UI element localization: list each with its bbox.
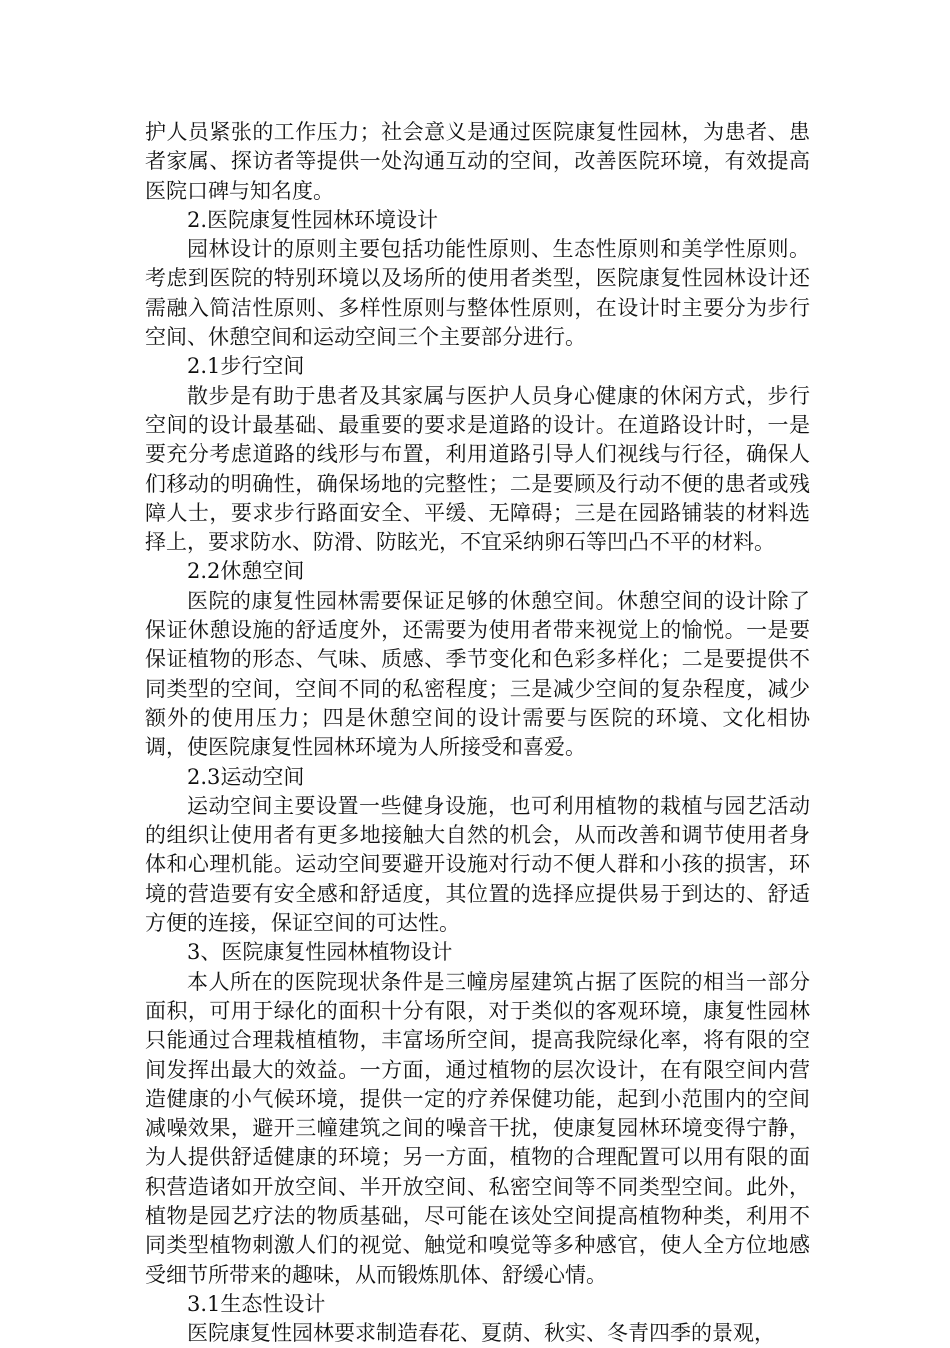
paragraph-exercise-space: 运动空间主要设置一些健身设施，也可利用植物的栽植与园艺活动的组织让使用者有更多地接触大自然的机会，从而改善和调节使用者身体和心理机能。运动空间要避开设施对行动不便人群和小孩的损害，环境的营造要有安全感和舒适度，其位置的选择应提供易于到达的、舒适方便的连接，保证空间的可达性。 [145,793,810,936]
section-heading-2: 2.医院康复性园林环境设计 [187,207,439,232]
document-page [145,118,810,1348]
section-heading-2-3: 2.3运动空间 [187,764,305,789]
paragraph-walking-space: 散步是有助于患者及其家属与医护人员身心健康的休闲方式，步行空间的设计最基础、最重要的要求是道路的设计。在道路设计时，一是要充分考虑道路的线形与布置，利用道路引导人们视线与行径，确保人们移动的明确性，确保场地的完整性；二是要顾及行动不便的患者或残障人士，要求步行路面安全、平缓、无障碍；三是在园路铺装的材料选择上，要求防水、防滑、防眩光，不宜采纳卵石等凹凸不平的材料。 [145,383,810,555]
section-heading-2-1: 2.1步行空间 [187,354,305,379]
section-heading-3: 3、医院康复性园林植物设计 [187,940,453,965]
paragraph-intro-continued: 护人员紧张的工作压力；社会意义是通过医院康复性园林，为患者、患者家属、探访者等提供一处沟通互动的空间，改善医院环境，有效提高医院口碑与知名度。 [145,120,810,203]
section-heading-2-2: 2.2休憩空间 [187,559,305,584]
paragraph-rest-space: 医院的康复性园林需要保证足够的休憩空间。休憩空间的设计除了保证休憩设施的舒适度外，还需要为使用者带来视觉上的愉悦。一是要保证植物的形态、气味、质感、季节变化和色彩多样化；二是要提供不同类型的空间，空间不同的私密程度；三是减少空间的复杂程度，减少额外的使用压力；四是休憩空间的设计需要与医院的环境、文化相协调，使医院康复性园林环境为人所接受和喜爱。 [145,588,810,760]
section-heading-3-1: 3.1生态性设计 [187,1291,326,1316]
paragraph-ecological-design: 医院康复性园林要求制造春花、夏荫、秋实、冬青四季的景观， [187,1321,775,1346]
paragraph-design-principles: 园林设计的原则主要包括功能性原则、生态性原则和美学性原则。考虑到医院的特别环境以及场所的使用者类型，医院康复性园林设计还需融入简洁性原则、多样性原则与整体性原则，在设计时主要分为步行空间、休憩空间和运动空间三个主要部分进行。 [145,237,810,350]
paragraph-plant-design: 本人所在的医院现状条件是三幢房屋建筑占据了医院的相当一部分面积，可用于绿化的面积十分有限，对于类似的客观环境，康复性园林只能通过合理栽植植物，丰富场所空间，提高我院绿化率，将有限的空间发挥出最大的效益。一方面，通过植物的层次设计，在有限空间内营造健康的小气候环境，提供一定的疗养保健功能，起到小范围内的空间减噪效果，避开三幢建筑之间的噪音干扰，使康复园林环境变得宁静，为人提供舒适健康的环境；另一方面，植物的合理配置可以用有限的面积营造诸如开放空间、半开放空间、私密空间等不同类型空间。此外，植物是园艺疗法的物质基础，尽可能在该处空间提高植物种类，利用不同类型植物刺激人们的视觉、触觉和嗅觉等多种感官，使人全方位地感受细节所带来的趣味，从而锻炼肌体、舒缓心情。 [145,969,810,1287]
